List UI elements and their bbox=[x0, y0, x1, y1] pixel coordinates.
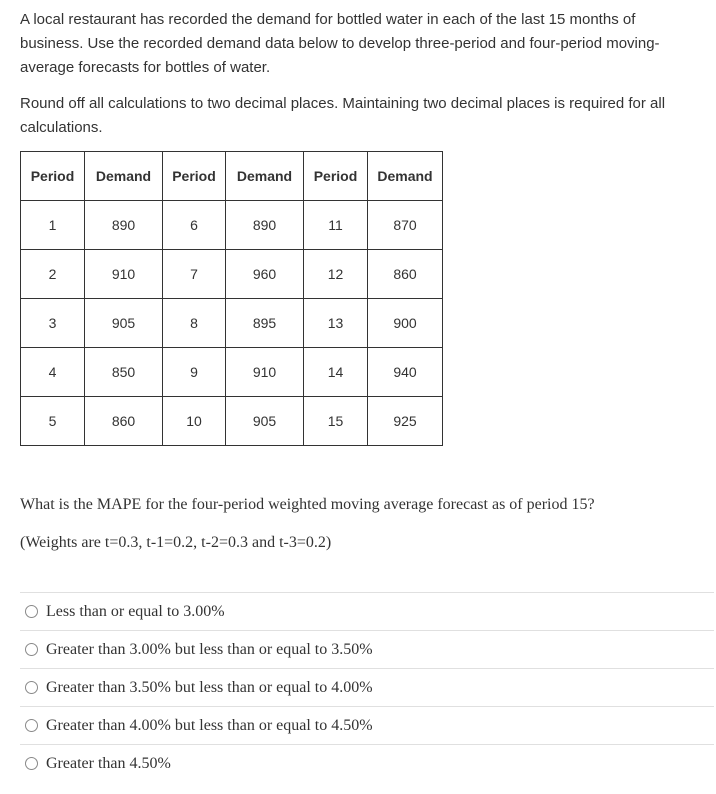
table-header-row bbox=[21, 152, 443, 201]
table-row bbox=[21, 299, 443, 348]
table-cell: 925 bbox=[368, 397, 443, 446]
table-cell: 960 bbox=[226, 250, 304, 299]
table-row bbox=[21, 250, 443, 299]
table-cell: 12 bbox=[304, 250, 368, 299]
table-cell: 940 bbox=[368, 348, 443, 397]
option-label: Less than or equal to 3.00% bbox=[46, 602, 225, 620]
table-cell: 910 bbox=[226, 348, 304, 397]
option-label: Greater than 4.50% bbox=[46, 754, 171, 772]
radio-button[interactable] bbox=[25, 643, 38, 656]
intro-paragraph: A local restaurant has recorded the demand for bottled water in each of the last 15 months of business. Use the recorded demand data below to develop three-period and four-period moving-average forecasts for bottles of water. bbox=[20, 11, 660, 76]
table-row bbox=[21, 397, 443, 446]
table-cell: 13 bbox=[304, 299, 368, 348]
radio-button[interactable] bbox=[25, 681, 38, 694]
header-period-3: Period bbox=[304, 152, 368, 201]
option-label: Greater than 4.00% but less than or equal to 4.50% bbox=[46, 716, 373, 734]
table-cell: 5 bbox=[21, 397, 85, 446]
table-cell: 2 bbox=[21, 250, 85, 299]
option-label: Greater than 3.50% but less than or equal to 4.00% bbox=[46, 678, 373, 696]
radio-button[interactable] bbox=[25, 719, 38, 732]
table-cell: 870 bbox=[368, 201, 443, 250]
table-cell: 10 bbox=[163, 397, 226, 446]
option-4[interactable] bbox=[20, 706, 714, 744]
question-text: What is the MAPE for the four-period weighted moving average forecast as of period 15? bbox=[20, 496, 595, 513]
header-demand-2: Demand bbox=[226, 152, 304, 201]
table-cell: 860 bbox=[368, 250, 443, 299]
radio-button[interactable] bbox=[25, 757, 38, 770]
table-cell: 860 bbox=[85, 397, 163, 446]
table-cell: 14 bbox=[304, 348, 368, 397]
weights-text: (Weights are t=0.3, t-1=0.2, t-2=0.3 and t-3=0.2) bbox=[20, 534, 332, 551]
table-cell: 850 bbox=[85, 348, 163, 397]
table-cell: 11 bbox=[304, 201, 368, 250]
table-cell: 15 bbox=[304, 397, 368, 446]
option-3[interactable] bbox=[20, 668, 714, 706]
table-row bbox=[21, 201, 443, 250]
table-cell: 8 bbox=[163, 299, 226, 348]
table-cell: 3 bbox=[21, 299, 85, 348]
option-2[interactable] bbox=[20, 630, 714, 668]
rounding-instructions: Round off all calculations to two decimal places. Maintaining two decimal places is required for all calculations. bbox=[20, 95, 666, 136]
table-cell: 4 bbox=[21, 348, 85, 397]
table-cell: 7 bbox=[163, 250, 226, 299]
table-row bbox=[21, 348, 443, 397]
table-cell: 905 bbox=[226, 397, 304, 446]
radio-button[interactable] bbox=[25, 605, 38, 618]
header-demand-1: Demand bbox=[85, 152, 163, 201]
header-demand-3: Demand bbox=[368, 152, 443, 201]
option-5[interactable] bbox=[20, 744, 714, 782]
table-cell: 910 bbox=[85, 250, 163, 299]
table-cell: 905 bbox=[85, 299, 163, 348]
table-cell: 890 bbox=[226, 201, 304, 250]
table-cell: 900 bbox=[368, 299, 443, 348]
table-cell: 9 bbox=[163, 348, 226, 397]
table-cell: 6 bbox=[163, 201, 226, 250]
header-period-2: Period bbox=[163, 152, 226, 201]
option-1[interactable] bbox=[20, 592, 714, 630]
table-cell: 890 bbox=[85, 201, 163, 250]
table-cell: 895 bbox=[226, 299, 304, 348]
table-cell: 1 bbox=[21, 201, 85, 250]
header-period-1: Period bbox=[21, 152, 85, 201]
option-label: Greater than 3.00% but less than or equal to 3.50% bbox=[46, 640, 373, 658]
answer-options bbox=[20, 592, 714, 782]
demand-table bbox=[20, 151, 443, 446]
